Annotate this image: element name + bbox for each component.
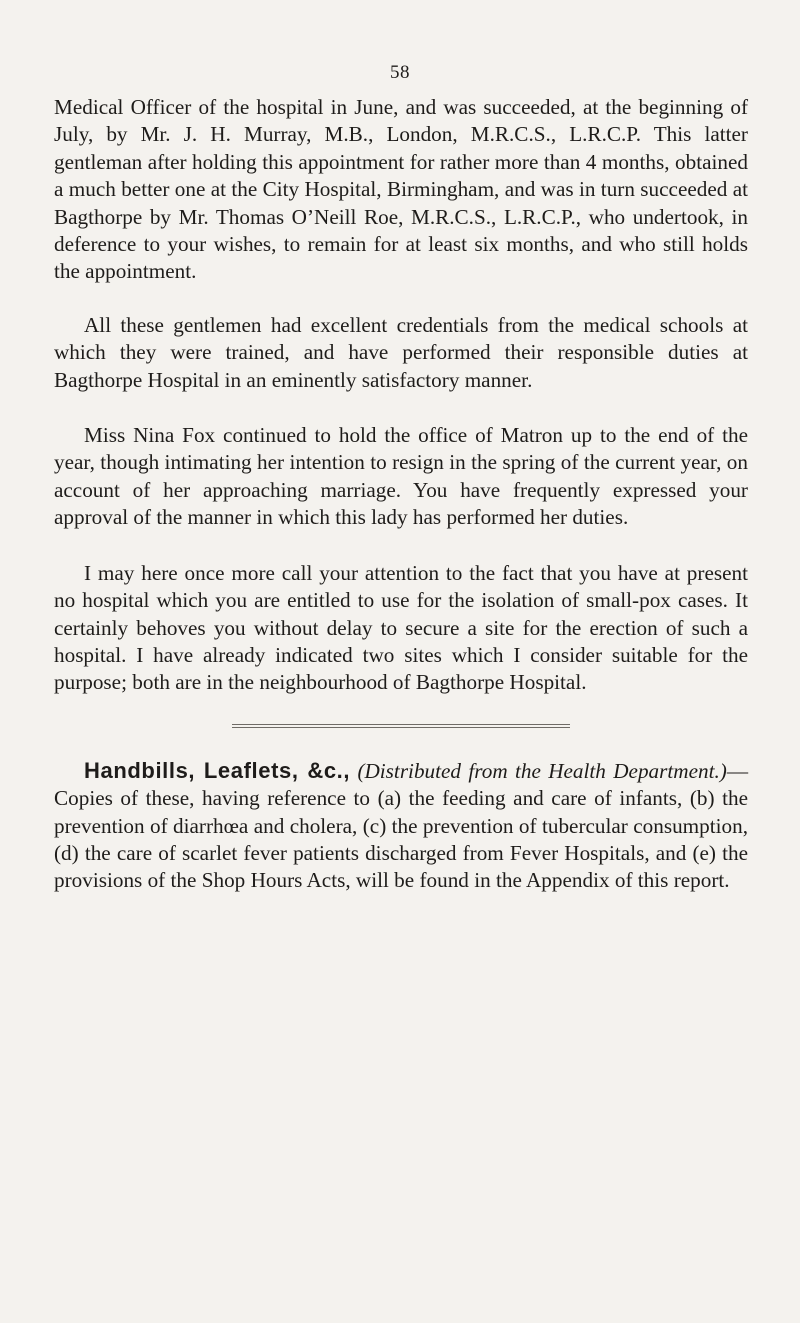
section-divider <box>54 697 748 757</box>
divider-line-top <box>232 724 570 725</box>
handbills-heading: Handbills, Leaflets, &c., <box>84 757 351 783</box>
handbills-source-note: (Distributed from the Health Department.) <box>357 758 727 783</box>
handbills-body: —Copies of these, having reference to (a) the feeding and care of infants, (b) the prevention of diarrhœa and cholera, (c) the prevention of tubercular consumption, (d) the care of scarlet fever patients discharged from Fever Hospitals, and (e) the provisions of the Shop Hours Acts, will be found in the Appendix of this report. <box>54 758 748 893</box>
paragraph-smallpox-hospital: I may here once more call your attention to the fact that you have at present no hospital which you are entitled to use for the isolation of small-pox cases. It certainly behoves you without delay to secure a site for the erection of such a hospital. I have already indicated two sites which I consider suitable for the purpose; both are in the neighbourhood of Bagthorpe Hospital. <box>54 560 748 695</box>
page-body <box>54 94 748 895</box>
page-number: 58 <box>390 62 410 83</box>
paragraph-credentials: All these gentlemen had excellent credentials from the medical schools at which they were trained, and have performed their responsible duties at Bagthorpe Hospital in an eminently satisfactory manner. <box>54 312 748 392</box>
paragraph-handbills <box>54 757 748 895</box>
paragraph-medical-officers: Medical Officer of the hospital in June, and was succeeded, at the beginning of July, by Mr. J. H. Murray, M.B., London, M.R.C.S., L.R.C.P. This latter gentleman after holding this appointment for rather more than 4 months, obtained a much better one at the City Hospital, Birmingham, and was in turn succeeded at Bagthorpe by Mr. Thomas O’Neill Roe, M.R.C.S., L.R.C.P., who undertook, in deference to your wishes, to remain for at least six months, and who still holds the appointment. <box>54 95 748 284</box>
paragraph-matron: Miss Nina Fox continued to hold the office of Matron up to the end of the year, though intimating her intention to resign in the spring of the current year, on account of her approaching marriage. You have frequently expressed your approval of the manner in which this lady has performed her duties. <box>54 423 748 530</box>
divider-line-bottom <box>232 727 570 728</box>
